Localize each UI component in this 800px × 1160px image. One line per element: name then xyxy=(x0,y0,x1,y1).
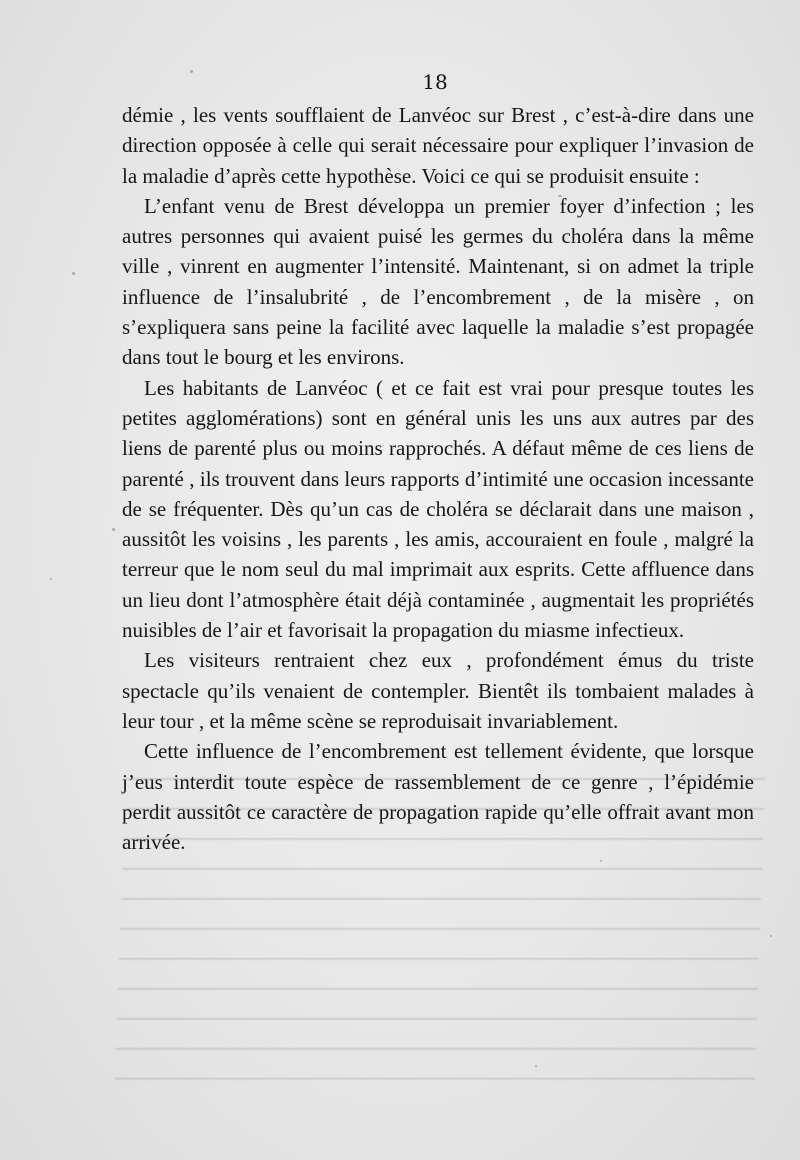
paper-speck xyxy=(50,578,52,580)
paragraph: démie , les vents soufflaient de Lanvéoc sur Brest , c’est-à-dire dans une direction opposée à celle qui serait nécessaire pour expliquer l’invasion de la maladie d’après cette hypothèse. Voici ce qui se produisit ensuite : xyxy=(122,103,754,188)
page-number: 18 xyxy=(422,70,448,94)
paper-speck xyxy=(535,1065,537,1067)
paragraph: Les habitants de Lanvéoc ( et ce fait est vrai pour presque toutes les petites agglomérations) sont en général unis les uns aux autres par des liens de parenté plus ou moins rapprochés. A défaut même de ces liens de parenté , ils trouvent dans leurs rapports d’intimité une occasion incessante de se fréquenter. Dès qu’un cas de choléra se déclarait dans une maison , aussitôt les voisins , les parents , les amis, accouraient en foule , malgré la terreur que le nom seul du mal imprimait aux esprits. Cette affluence dans un lieu dont l’atmosphère était déjà contaminée , augmentait les propriétés nuisibles de l’air et favorisait la propagation du miasme infectieux. xyxy=(122,375,754,643)
paper-speck xyxy=(600,860,602,862)
paper-speck xyxy=(72,272,75,275)
paragraph: Les visiteurs rentraient chez eux , profondément émus du triste spectacle qu’ils venaient de contempler. Bientêt ils tombaient malades à leur tour , et la même scène se reproduisait invariablement. xyxy=(122,648,754,733)
paper-speck xyxy=(112,528,115,531)
paragraph: L’enfant venu de Brest développa un premier foyer d’infection ; les autres personnes qui avaient puisé les germes du choléra dans la même ville , vinrent en augmenter l’intensité. Maintenant, si on admet la triple influence de l’insalubrité , de l’encombrement , de la misère , on s’expliquera sans peine la facilité avec laquelle la maladie s’est propagée dans tout le bourg et les environs. xyxy=(122,193,754,370)
paragraph: Cette influence de l’encombrement est tellement évidente, que lorsque j’eus interdit toute espèce de rassemblement de ce genre , l’épidémie perdit aussitôt ce caractère de propagation rapide qu’elle offrait avant mon arrivée. xyxy=(122,739,754,855)
body-text xyxy=(122,100,754,857)
paper-speck xyxy=(770,935,772,937)
